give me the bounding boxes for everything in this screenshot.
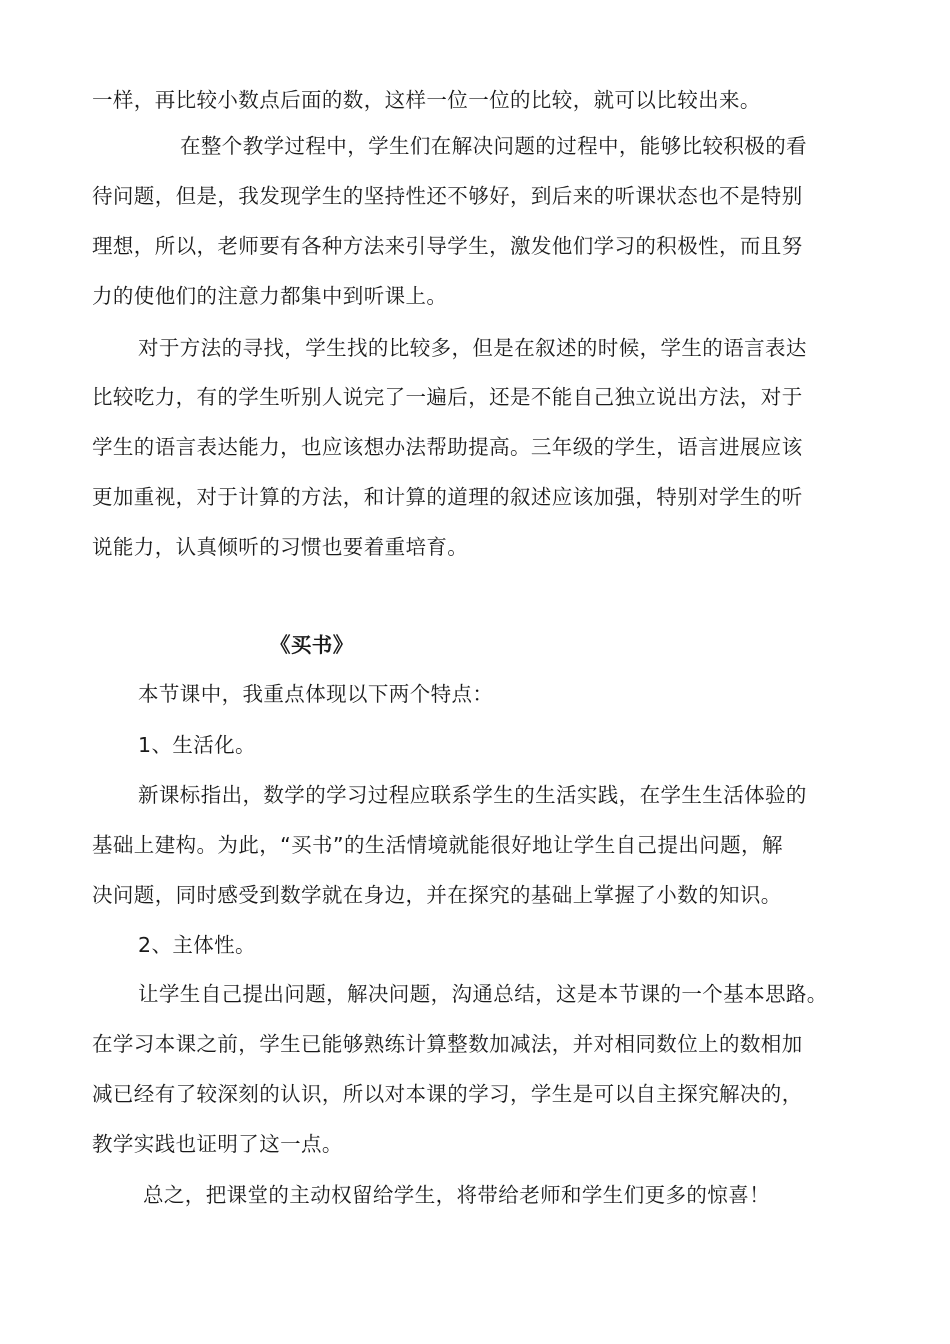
point-2-body-line-3: 减已经有了较深刻的认识，所以对本课的学习，学生是可以自主探究解决的， [92,1082,803,1106]
intro-line: 本节课中，我重点体现以下两个特点： [138,682,494,706]
paragraph-2-line-4: 力的使他们的注意力都集中到听课上。 [92,284,448,308]
paragraph-3-line-2: 比较吃力，有的学生听别人说完了一遍后，还是不能自己独立说出方法，对于 [92,385,803,409]
conclusion-line: 总之，把课堂的主动权留给学生，将带给老师和学生们更多的惊喜！ [143,1183,770,1207]
paragraph-2-line-2: 待问题，但是，我发现学生的坚持性还不够好，到后来的听课状态也不是特别 [92,184,803,208]
point-2-body-line-1: 让学生自己提出问题，解决问题，沟通总结，这是本节课的一个基本思路。 [138,982,828,1006]
point-1-heading: 1、生活化。 [138,733,256,757]
point-1-body-line-3: 决问题，同时感受到数学就在身边，并在探究的基础上掌握了小数的知识。 [92,883,782,907]
section-title: 《买书》 [270,633,354,657]
paragraph-3-line-3: 学生的语言表达能力，也应该想办法帮助提高。三年级的学生，语言进展应该 [92,435,803,459]
paragraph-2-line-3: 理想，所以，老师要有各种方法来引导学生，激发他们学习的积极性，而且努 [92,234,803,258]
paragraph-1-line-1: 一样，再比较小数点后面的数，这样一位一位的比较，就可以比较出来。 [92,88,761,112]
point-2-body-line-4: 教学实践也证明了这一点。 [92,1132,343,1156]
paragraph-2-line-1: 在整个教学过程中，学生们在解决问题的过程中，能够比较积极的看 [180,134,807,158]
point-1-body-line-2: 基础上建构。为此，“买书”的生活情境就能很好地让学生自己提出问题，解 [92,833,783,857]
paragraph-3-line-4: 更加重视，对于计算的方法，和计算的道理的叙述应该加强，特别对学生的听 [92,485,803,509]
paragraph-3-line-5: 说能力，认真倾听的习惯也要着重培育。 [92,535,469,559]
point-2-heading: 2、主体性。 [138,933,256,957]
point-1-body-line-1: 新课标指出，数学的学习过程应联系学生的生活实践，在学生生活体验的 [138,783,807,807]
paragraph-3-line-1: 对于方法的寻找，学生找的比较多，但是在叙述的时候，学生的语言表达 [138,336,807,360]
point-2-body-line-2: 在学习本课之前，学生已能够熟练计算整数加减法，并对相同数位上的数相加 [92,1032,803,1056]
